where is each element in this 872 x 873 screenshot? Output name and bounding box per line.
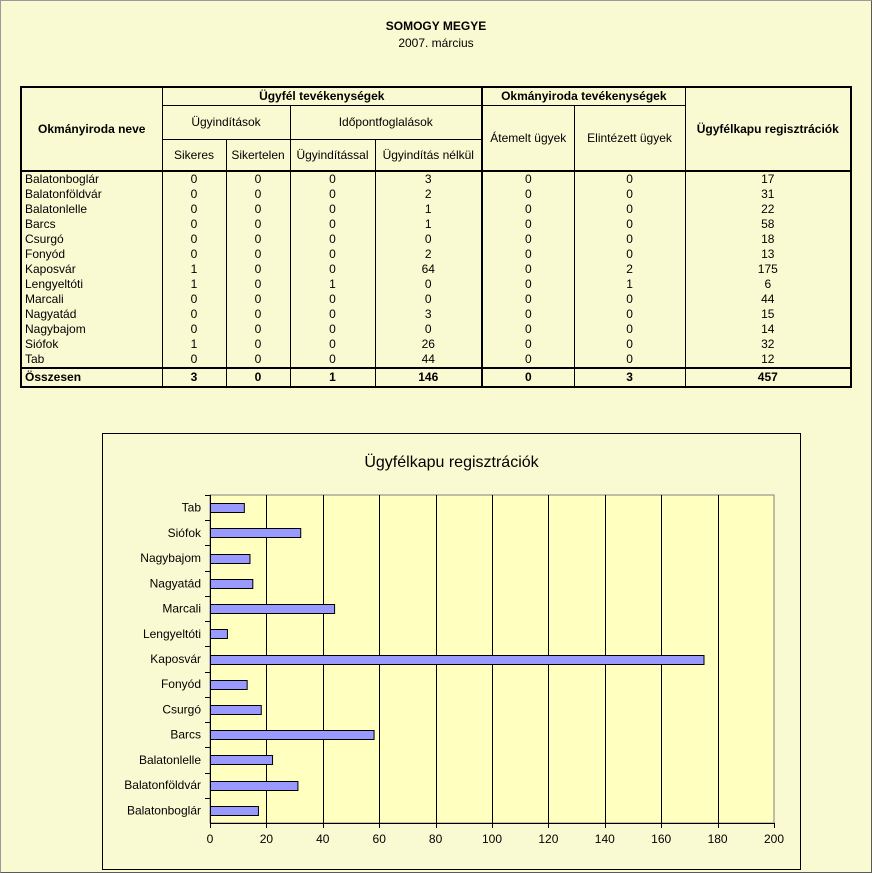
table-total-row xyxy=(21,368,851,387)
table-cell: 0 xyxy=(290,247,375,262)
table-cell: 0 xyxy=(574,337,685,352)
table-cell: 18 xyxy=(685,232,851,247)
table-cell: 58 xyxy=(685,217,851,232)
table-cell: 0 xyxy=(482,202,574,217)
col-header-sikeres: Sikeres xyxy=(162,139,226,171)
table-cell: 0 xyxy=(162,247,226,262)
y-tick-label: Siófok xyxy=(167,525,201,540)
table-cell: 0 xyxy=(290,307,375,322)
table-cell: 0 xyxy=(226,307,290,322)
y-tick-label: Marcali xyxy=(162,601,201,616)
x-tick-label: 160 xyxy=(651,832,672,846)
x-tick-label: 180 xyxy=(707,832,728,846)
table-cell: 0 xyxy=(226,171,290,187)
bar-csurgó xyxy=(211,706,262,715)
table-cell: 22 xyxy=(685,202,851,217)
table-cell: 1 xyxy=(162,337,226,352)
bar-nagyatád xyxy=(211,580,253,589)
table-cell: 0 xyxy=(482,247,574,262)
table-cell: 0 xyxy=(482,337,574,352)
table-row xyxy=(21,277,851,292)
table-cell: 0 xyxy=(482,232,574,247)
chart-title: Ügyfélkapu regisztrációk xyxy=(364,454,539,471)
table-row xyxy=(21,262,851,277)
table-cell: 0 xyxy=(226,217,290,232)
x-tick-label: 20 xyxy=(259,832,274,846)
bar-balatonföldvár xyxy=(211,782,298,791)
y-tick-label: Balatonboglár xyxy=(126,803,201,818)
chart-panel xyxy=(102,433,801,870)
table-cell: 1 xyxy=(290,368,375,387)
row-name-cell: Kaposvár xyxy=(21,262,162,277)
table-cell: 0 xyxy=(162,307,226,322)
table-cell: 17 xyxy=(685,171,851,187)
table-cell: 0 xyxy=(162,187,226,202)
bar-balatonlelle xyxy=(211,756,273,765)
bar-tab xyxy=(211,504,245,513)
col-header-ugyinditas-nelkul: Ügyindítás nélkül xyxy=(375,139,482,171)
y-tick-label: Barcs xyxy=(170,727,201,742)
table-cell: 0 xyxy=(226,277,290,292)
table-cell: 0 xyxy=(375,232,482,247)
group-header-okmanyiroda: Okmányiroda tevékenységek xyxy=(482,87,685,105)
y-tick-label: Balatonlelle xyxy=(138,752,201,767)
table-cell: 0 xyxy=(482,262,574,277)
table-cell: 0 xyxy=(574,322,685,337)
table-cell: 0 xyxy=(290,352,375,368)
bar-siófok xyxy=(211,529,301,538)
table-cell: 13 xyxy=(685,247,851,262)
bar-fonyód xyxy=(211,681,248,690)
table-cell: 0 xyxy=(226,202,290,217)
col-header-elintezett: Elintézett ügyek xyxy=(574,105,685,171)
group-header-ugyfel: Ügyfél tevékenységek xyxy=(162,87,482,105)
table-cell: 0 xyxy=(226,232,290,247)
table-cell: 0 xyxy=(482,217,574,232)
x-tick-label: 120 xyxy=(538,832,559,846)
page-subtitle: 2007. március xyxy=(398,36,474,50)
table-cell: 2 xyxy=(375,187,482,202)
table-cell: 0 xyxy=(290,262,375,277)
y-tick-label: Lengyeltóti xyxy=(142,626,201,641)
table-cell: 0 xyxy=(482,307,574,322)
table-cell: 0 xyxy=(226,187,290,202)
table-cell: 0 xyxy=(290,217,375,232)
table-cell: 0 xyxy=(574,171,685,187)
table-cell: 1 xyxy=(375,217,482,232)
table-cell: 457 xyxy=(685,368,851,387)
table-row xyxy=(21,307,851,322)
x-tick-label: 140 xyxy=(594,832,615,846)
table-cell: 0 xyxy=(290,322,375,337)
row-name-cell: Lengyeltóti xyxy=(21,277,162,292)
page-title: SOMOGY MEGYE xyxy=(385,19,487,33)
table-cell: 3 xyxy=(375,307,482,322)
table-body xyxy=(21,171,851,387)
col-header-name: Okmányiroda neve xyxy=(21,87,162,171)
table-cell: 0 xyxy=(482,352,574,368)
group-header-ugyinditasok: Ügyindítások xyxy=(162,105,290,139)
row-name-cell: Összesen xyxy=(21,368,162,387)
row-name-cell: Nagybajom xyxy=(21,322,162,337)
row-name-cell: Marcali xyxy=(21,292,162,307)
table-cell: 0 xyxy=(290,337,375,352)
row-name-cell: Fonyód xyxy=(21,247,162,262)
table-row xyxy=(21,352,851,368)
table-cell: 2 xyxy=(574,262,685,277)
col-header-ugyfelkapu: Ügyfélkapu regisztrációk xyxy=(685,87,851,171)
table-cell: 0 xyxy=(226,262,290,277)
table-cell: 0 xyxy=(290,232,375,247)
table-cell: 0 xyxy=(290,292,375,307)
table-cell: 0 xyxy=(162,202,226,217)
table-cell: 1 xyxy=(375,202,482,217)
table-cell: 0 xyxy=(226,322,290,337)
table-cell: 146 xyxy=(375,368,482,387)
statistics-table xyxy=(20,86,852,388)
table-cell: 0 xyxy=(375,322,482,337)
table-cell: 0 xyxy=(574,352,685,368)
x-tick-label: 200 xyxy=(763,832,785,846)
table-cell: 0 xyxy=(162,171,226,187)
table-cell: 3 xyxy=(574,368,685,387)
table-cell: 2 xyxy=(375,247,482,262)
table-cell: 0 xyxy=(482,322,574,337)
bar-nagybajom xyxy=(211,555,250,564)
table-row xyxy=(21,322,851,337)
table-cell: 0 xyxy=(574,187,685,202)
table-cell: 0 xyxy=(226,337,290,352)
table-cell: 26 xyxy=(375,337,482,352)
table-cell: 31 xyxy=(685,187,851,202)
y-tick-label: Fonyód xyxy=(160,677,201,692)
y-tick-label: Kaposvár xyxy=(150,652,201,666)
table-cell: 1 xyxy=(162,262,226,277)
table-cell: 0 xyxy=(290,171,375,187)
table-cell: 0 xyxy=(574,247,685,262)
row-name-cell: Barcs xyxy=(21,217,162,232)
table-cell: 0 xyxy=(290,202,375,217)
bar-chart xyxy=(103,434,800,869)
y-tick-label: Tab xyxy=(181,500,201,515)
y-tick-label: Nagybajom xyxy=(140,551,201,566)
col-header-sikertelen: Sikertelen xyxy=(226,139,290,171)
table-cell: 0 xyxy=(162,322,226,337)
y-tick-label: Balatonföldvár xyxy=(124,778,201,793)
table-cell: 0 xyxy=(375,292,482,307)
table-cell: 0 xyxy=(482,368,574,387)
table-cell: 0 xyxy=(226,368,290,387)
table-cell: 44 xyxy=(685,292,851,307)
table-cell: 6 xyxy=(685,277,851,292)
table-cell: 64 xyxy=(375,262,482,277)
bar-kaposvár xyxy=(211,656,705,665)
table-cell: 0 xyxy=(482,171,574,187)
table-cell: 0 xyxy=(482,187,574,202)
table-cell: 0 xyxy=(574,232,685,247)
row-name-cell: Balatonboglár xyxy=(21,171,162,187)
table-cell: 32 xyxy=(685,337,851,352)
table-cell: 0 xyxy=(375,277,482,292)
table-row xyxy=(21,232,851,247)
table-cell: 0 xyxy=(162,232,226,247)
table-cell: 0 xyxy=(290,187,375,202)
table-cell: 0 xyxy=(574,217,685,232)
bar-marcali xyxy=(211,605,335,614)
table-cell: 0 xyxy=(574,307,685,322)
table-row xyxy=(21,337,851,352)
table-cell: 0 xyxy=(226,352,290,368)
table-row xyxy=(21,187,851,202)
table-cell: 3 xyxy=(375,171,482,187)
y-tick-label: Csurgó xyxy=(162,702,201,717)
table-cell: 15 xyxy=(685,307,851,322)
x-tick-label: 0 xyxy=(206,832,214,846)
table-row xyxy=(21,217,851,232)
x-tick-label: 40 xyxy=(316,832,330,846)
table-cell: 0 xyxy=(482,292,574,307)
table-cell: 0 xyxy=(226,247,290,262)
table-cell: 0 xyxy=(162,352,226,368)
col-header-atemelt: Átemelt ügyek xyxy=(482,105,574,171)
table-cell: 12 xyxy=(685,352,851,368)
table-cell: 0 xyxy=(574,292,685,307)
x-tick-label: 100 xyxy=(481,832,503,846)
table-cell: 0 xyxy=(226,292,290,307)
table-row xyxy=(21,247,851,262)
table-cell: 0 xyxy=(482,277,574,292)
table-cell: 0 xyxy=(162,217,226,232)
row-name-cell: Balatonföldvár xyxy=(21,187,162,202)
y-tick-label: Nagyatád xyxy=(149,576,201,591)
table-row xyxy=(21,292,851,307)
table-cell: 14 xyxy=(685,322,851,337)
table-cell: 0 xyxy=(162,292,226,307)
group-header-idopontfoglalasok: Időpontfoglalások xyxy=(290,105,482,139)
table-row xyxy=(21,171,851,187)
x-tick-label: 60 xyxy=(372,832,386,846)
row-name-cell: Siófok xyxy=(21,337,162,352)
table-cell: 3 xyxy=(162,368,226,387)
table-row xyxy=(21,202,851,217)
row-name-cell: Tab xyxy=(21,352,162,368)
table-cell: 0 xyxy=(574,202,685,217)
bar-barcs xyxy=(211,731,375,740)
col-header-ugyinditassal: Ügyindítással xyxy=(290,139,375,171)
row-name-cell: Csurgó xyxy=(21,232,162,247)
row-name-cell: Balatonlelle xyxy=(21,202,162,217)
bar-lengyeltóti xyxy=(211,630,228,639)
row-name-cell: Nagyatád xyxy=(21,307,162,322)
x-tick-label: 80 xyxy=(428,832,443,846)
table-cell: 175 xyxy=(685,262,851,277)
table-cell: 44 xyxy=(375,352,482,368)
bar-balatonboglár xyxy=(211,807,259,816)
table-cell: 1 xyxy=(162,277,226,292)
table-cell: 1 xyxy=(574,277,685,292)
table-cell: 1 xyxy=(290,277,375,292)
